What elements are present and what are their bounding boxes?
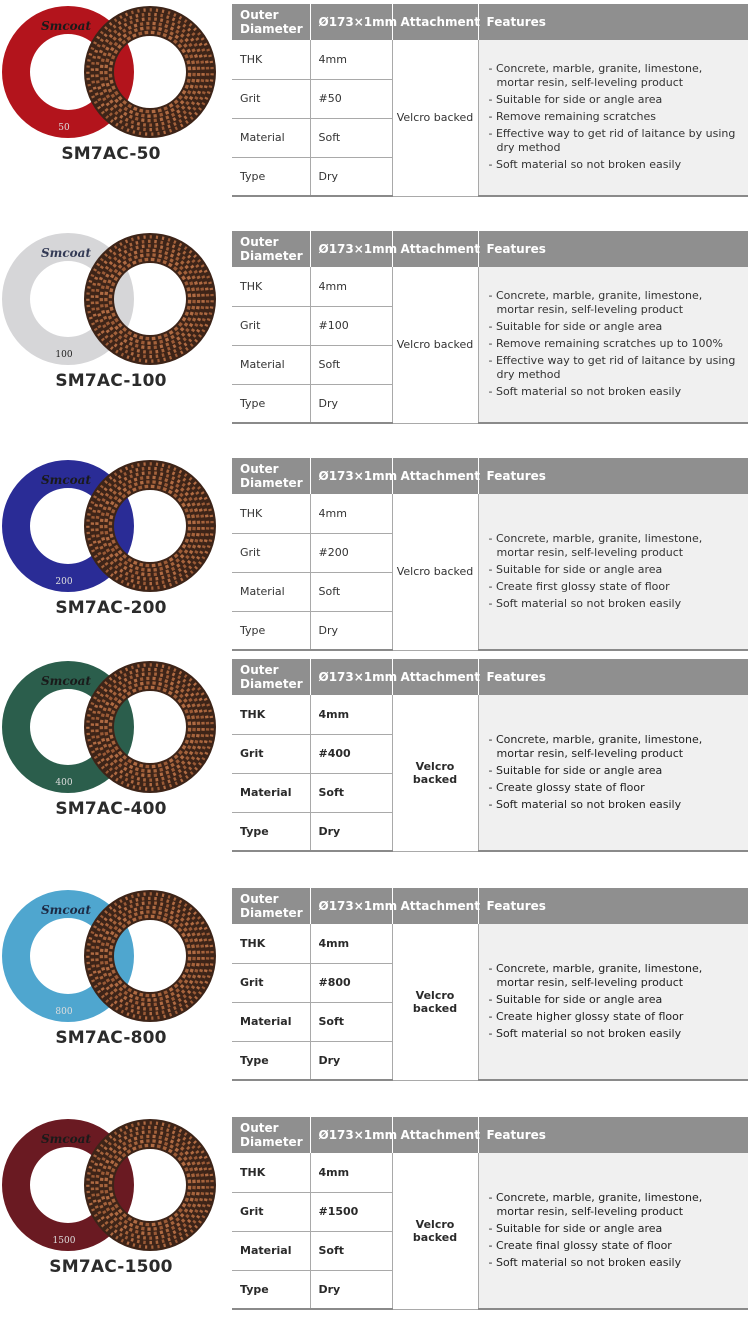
feature-item: - Soft material so not broken easily [488,596,682,610]
features-list [487,962,743,1041]
feature-item: - Suitable for side or angle area [488,320,663,333]
feature-item: - Effective way to get rid of laitance by using dry method [488,354,736,381]
value-type: Dry [310,157,392,196]
attachment-value: Velcro backed [392,695,478,851]
spec-header-row [232,231,748,267]
product-block [0,456,750,648]
spec-row-thk [232,695,748,734]
label-grit: Grit [232,734,310,773]
pad-number: 1500 [52,1236,76,1246]
value-material: Soft [310,773,392,812]
value-grit: #400 [310,734,392,773]
label-grit: Grit [232,79,310,118]
header-attachment: Attachment [392,231,478,267]
header-features: Features [478,659,748,695]
value-thk: 4mm [310,494,392,533]
label-type: Type [232,384,310,423]
spec-header-row [232,888,748,924]
spec-row-thk [232,1153,748,1192]
value-thk: 4mm [310,267,392,306]
value-type: Dry [310,1270,392,1309]
header-attachment: Attachment [392,1117,478,1153]
model-name: SM7AC-100 [55,371,167,391]
pad-number: 100 [55,350,73,360]
label-thk: THK [232,1153,310,1192]
feature-item: - Create first glossy state of floor [488,579,670,593]
label-grit: Grit [232,306,310,345]
feature-item: - Concrete, marble, granite, limestone, mortar resin, self-leveling product [488,732,703,760]
product-block [0,2,750,194]
feature-item: - Suitable for side or angle area [488,992,663,1006]
header-features: Features [478,4,748,40]
feature-item: - Suitable for side or angle area [488,1221,663,1235]
value-grit: #100 [310,306,392,345]
model-name: SM7AC-800 [55,1028,167,1048]
header-outer-diameter: Outer Diameter [232,888,310,924]
feature-item: - Concrete, marble, granite, limestone, mortar resin, self-leveling product [488,1190,703,1218]
features-list [487,62,743,172]
value-grit: #200 [310,533,392,572]
copper-pad [84,661,216,793]
label-type: Type [232,157,310,196]
pad-brand: Smcoat [41,473,91,487]
header-features: Features [478,231,748,267]
label-material: Material [232,773,310,812]
features-cell [478,40,748,196]
label-thk: THK [232,924,310,963]
copper-pad [84,6,216,138]
feature-item: - Concrete, marble, granite, limestone, mortar resin, self-leveling product [488,961,703,989]
feature-item: - Concrete, marble, granite, limestone, mortar resin, self-leveling product [488,531,703,559]
label-type: Type [232,1041,310,1080]
header-size: Ø173×1mm [310,888,392,924]
header-outer-diameter: Outer Diameter [232,1117,310,1153]
value-material: Soft [310,1002,392,1041]
spec-row-thk [232,494,748,533]
header-features: Features [478,1117,748,1153]
copper-pad [84,233,216,365]
spec-table [232,458,748,651]
feature-item: - Suitable for side or angle area [488,562,663,576]
model-name: SM7AC-50 [61,144,161,164]
copper-pad [84,460,216,592]
value-type: Dry [310,611,392,650]
pad-number: 800 [55,1007,73,1017]
pad-area [0,886,225,1078]
pad-brand: Smcoat [41,1132,91,1146]
value-grit: #800 [310,963,392,1002]
label-grit: Grit [232,963,310,1002]
value-material: Soft [310,345,392,384]
attachment-value: Velcro backed [392,494,478,650]
spec-header-row [232,659,748,695]
features-cell [478,267,748,423]
features-list [487,1191,743,1270]
label-thk: THK [232,267,310,306]
label-material: Material [232,118,310,157]
feature-item: - Soft material so not broken easily [488,385,682,398]
product-block [0,1115,750,1307]
pad-image [0,657,225,797]
label-type: Type [232,1270,310,1309]
model-name: SM7AC-200 [55,598,167,618]
header-features: Features [478,888,748,924]
spec-header-row [232,1117,748,1153]
value-type: Dry [310,1041,392,1080]
spec-header-row [232,4,748,40]
value-type: Dry [310,384,392,423]
pad-area [0,1115,225,1307]
header-attachment: Attachment [392,4,478,40]
header-size: Ø173×1mm [310,659,392,695]
attachment-value: Velcro backed [392,40,478,196]
feature-item: - Soft material so not broken easily [488,1026,682,1040]
feature-item: - Create final glossy state of floor [488,1238,672,1252]
value-material: Soft [310,118,392,157]
pad-image [0,2,225,142]
spec-row-thk [232,267,748,306]
pad-image [0,229,225,369]
pad-image [0,1115,225,1255]
value-type: Dry [310,812,392,851]
feature-item: - Suitable for side or angle area [488,93,663,106]
header-size: Ø173×1mm [310,458,392,494]
header-size: Ø173×1mm [310,1117,392,1153]
label-material: Material [232,1231,310,1270]
header-features: Features [478,458,748,494]
label-type: Type [232,812,310,851]
features-cell [478,494,748,650]
features-list [487,289,743,399]
feature-item: - Soft material so not broken easily [488,797,682,811]
value-thk: 4mm [310,924,392,963]
features-cell [478,695,748,851]
spec-row-thk [232,40,748,79]
copper-pad [84,890,216,1022]
features-cell [478,924,748,1080]
pad-area [0,456,225,648]
feature-item: - Effective way to get rid of laitance by using dry method [488,127,736,154]
value-thk: 4mm [310,40,392,79]
pad-brand: Smcoat [41,19,91,33]
header-attachment: Attachment [392,659,478,695]
value-grit: #1500 [310,1192,392,1231]
header-outer-diameter: Outer Diameter [232,4,310,40]
pad-number: 400 [55,778,73,788]
feature-item: - Suitable for side or angle area [488,763,663,777]
attachment-value: Velcro backed [392,924,478,1080]
features-list [487,532,743,611]
label-thk: THK [232,40,310,79]
model-name: SM7AC-400 [55,799,167,819]
label-material: Material [232,572,310,611]
pad-area [0,657,225,849]
spec-row-thk [232,924,748,963]
features-list [487,733,743,812]
spec-table [232,1117,748,1310]
spec-table [232,231,748,424]
product-block [0,657,750,849]
feature-item: - Create glossy state of floor [488,780,645,794]
spec-header-row [232,458,748,494]
label-thk: THK [232,494,310,533]
label-grit: Grit [232,533,310,572]
pad-image [0,456,225,596]
value-thk: 4mm [310,1153,392,1192]
header-outer-diameter: Outer Diameter [232,659,310,695]
feature-item: - Soft material so not broken easily [488,1255,682,1269]
header-attachment: Attachment [392,888,478,924]
feature-item: - Concrete, marble, granite, limestone, mortar resin, self-leveling product [488,62,703,89]
pad-area [0,2,225,194]
model-name: SM7AC-1500 [49,1257,173,1277]
spec-table [232,4,748,197]
value-material: Soft [310,1231,392,1270]
attachment-value: Velcro backed [392,267,478,423]
pad-brand: Smcoat [41,903,91,917]
product-block [0,229,750,421]
pad-number: 200 [55,577,73,587]
pad-brand: Smcoat [41,674,91,688]
feature-item: - Concrete, marble, granite, limestone, mortar resin, self-leveling product [488,289,703,316]
header-outer-diameter: Outer Diameter [232,231,310,267]
pad-brand: Smcoat [41,246,91,260]
header-size: Ø173×1mm [310,4,392,40]
attachment-value: Velcro backed [392,1153,478,1309]
pad-number: 50 [58,123,70,133]
feature-item: - Create higher glossy state of floor [488,1009,684,1023]
copper-pad [84,1119,216,1251]
spec-table [232,888,748,1081]
feature-item: - Soft material so not broken easily [488,158,682,171]
value-grit: #50 [310,79,392,118]
value-thk: 4mm [310,695,392,734]
header-outer-diameter: Outer Diameter [232,458,310,494]
label-material: Material [232,345,310,384]
spec-table [232,659,748,852]
label-type: Type [232,611,310,650]
header-size: Ø173×1mm [310,231,392,267]
label-grit: Grit [232,1192,310,1231]
label-thk: THK [232,695,310,734]
pad-image [0,886,225,1026]
value-material: Soft [310,572,392,611]
product-block [0,886,750,1078]
feature-item: - Remove remaining scratches [488,110,657,123]
feature-item: - Remove remaining scratches up to 100% [488,337,723,350]
label-material: Material [232,1002,310,1041]
header-attachment: Attachment [392,458,478,494]
features-cell [478,1153,748,1309]
pad-area [0,229,225,421]
